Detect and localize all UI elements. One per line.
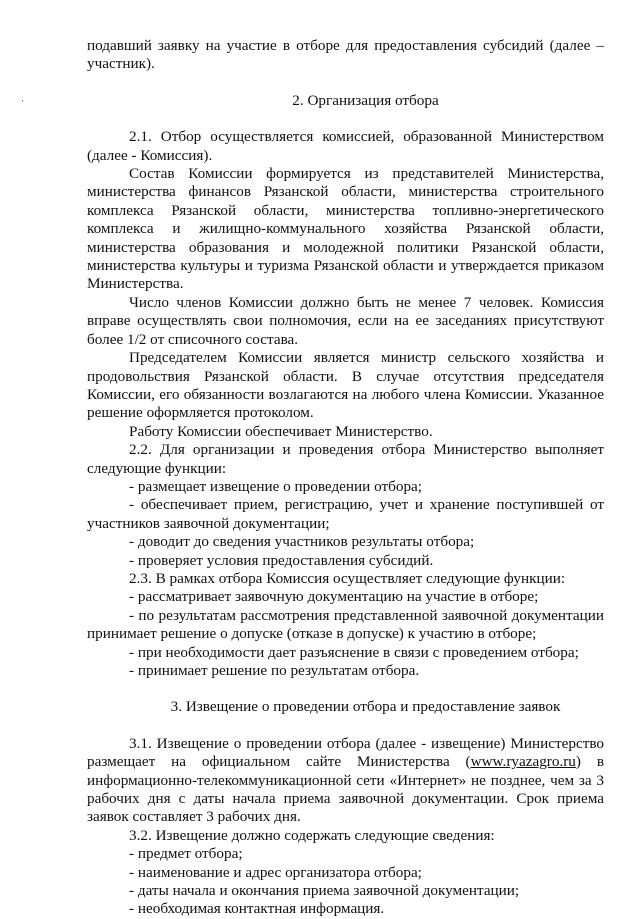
- paragraph-commission-size: Число членов Комиссии должно быть не менее 7 человек. Комиссия вправе осуществлять свои полномочия, если на ее заседаниях присутствуют более 1/2 от списочного состава.: [87, 293, 604, 348]
- paragraph-commission-chair: Председателем Комиссии является министр сельского хозяйства и продовольствия Рязанской области. В случае отсутствия председателя Комиссии, его обязанности возлагаются на любого члена Комиссии. Указанное решение оформляется протоколом.: [87, 349, 604, 422]
- list-item-3-2: - даты начала и окончания приема заявочной документации;: [129, 882, 520, 900]
- scan-speck: [22, 100, 23, 102]
- list-item-3-2: - наименование и адрес организатора отбора;: [129, 863, 422, 881]
- paragraph-2-2: 2.2. Для организации и проведения отбора Министерство выполняет следующие функции:: [87, 441, 604, 477]
- paragraph-3-1-part-a: 3.1. Извещение о проведении отбора (далее - извещение) Министерство размещает на официальном сайте Министерства (: [87, 734, 604, 771]
- list-item-2-3: - принимает решение по результатам отбора.: [129, 662, 420, 679]
- ministry-website-link[interactable]: www.ryazagro.ru: [470, 753, 576, 771]
- paragraph-3-1-part-b: ) в информационно-телекоммуникационной сети «Интернет» не позднее, чем за 3 рабочих дня с даты начала приема заявочной документации. Срок приема заявок составляет 3 рабочих дня.: [87, 753, 604, 826]
- paragraph-3-2: 3.2. Извещение должно содержать следующие сведения:: [129, 826, 495, 844]
- paragraph-2-3: 2.3. В рамках отбора Комиссия осуществляет следующие функции:: [129, 569, 566, 587]
- list-item-2-2: - размещает извещение о проведении отбора;: [129, 477, 422, 495]
- section-3-heading: 3. Извещение о проведении отбора и предоставление заявок: [170, 698, 561, 716]
- list-item-2-3: - при необходимости дает разъяснение в связи с проведением отбора;: [129, 643, 579, 661]
- paragraph-commission-support: Работу Комиссии обеспечивает Министерство.: [129, 422, 433, 440]
- list-item-2-3: - рассматривает заявочную документацию на участие в отборе;: [129, 588, 539, 606]
- list-item-3-2: - предмет отбора;: [129, 845, 243, 863]
- paragraph-3-1: [87, 735, 604, 827]
- list-item-2-2: - обеспечивает прием, регистрацию, учет и хранение поступившей от участников заявочной документации;: [87, 496, 604, 532]
- opening-paragraph: подавший заявку на участие в отборе для предоставления субсидий (далее – участник).: [87, 37, 604, 73]
- list-item-2-2: - проверяет условия предоставления субсидий.: [129, 551, 434, 569]
- list-item-2-3: - по результатам рассмотрения представленной заявочной документации принимает решение о допуске (отказе в допуске) к участию в отборе;: [87, 606, 604, 643]
- list-item-3-2: - необходимая контактная информация.: [129, 900, 385, 918]
- document-body: [87, 37, 604, 919]
- section-2-heading: 2. Организация отбора: [292, 91, 439, 109]
- paragraph-2-1: 2.1. Отбор осуществляется комиссией, образованной Министерством (далее - Комиссия).: [87, 128, 604, 164]
- paragraph-commission-composition: Состав Комиссии формируется из представителей Министерства, министерства финансов Рязанской области, министерства строительного комплекса Рязанской области, министерства топливно-энергетического комплекса и жилищно-коммунального хозяйства Рязанской области, министерства образования и молодежной политики Рязанской области, министерства культуры и туризма Рязанской области и утверждается приказом Министерства.: [87, 165, 604, 293]
- list-item-2-2: - доводит до сведения участников результаты отбора;: [129, 533, 475, 551]
